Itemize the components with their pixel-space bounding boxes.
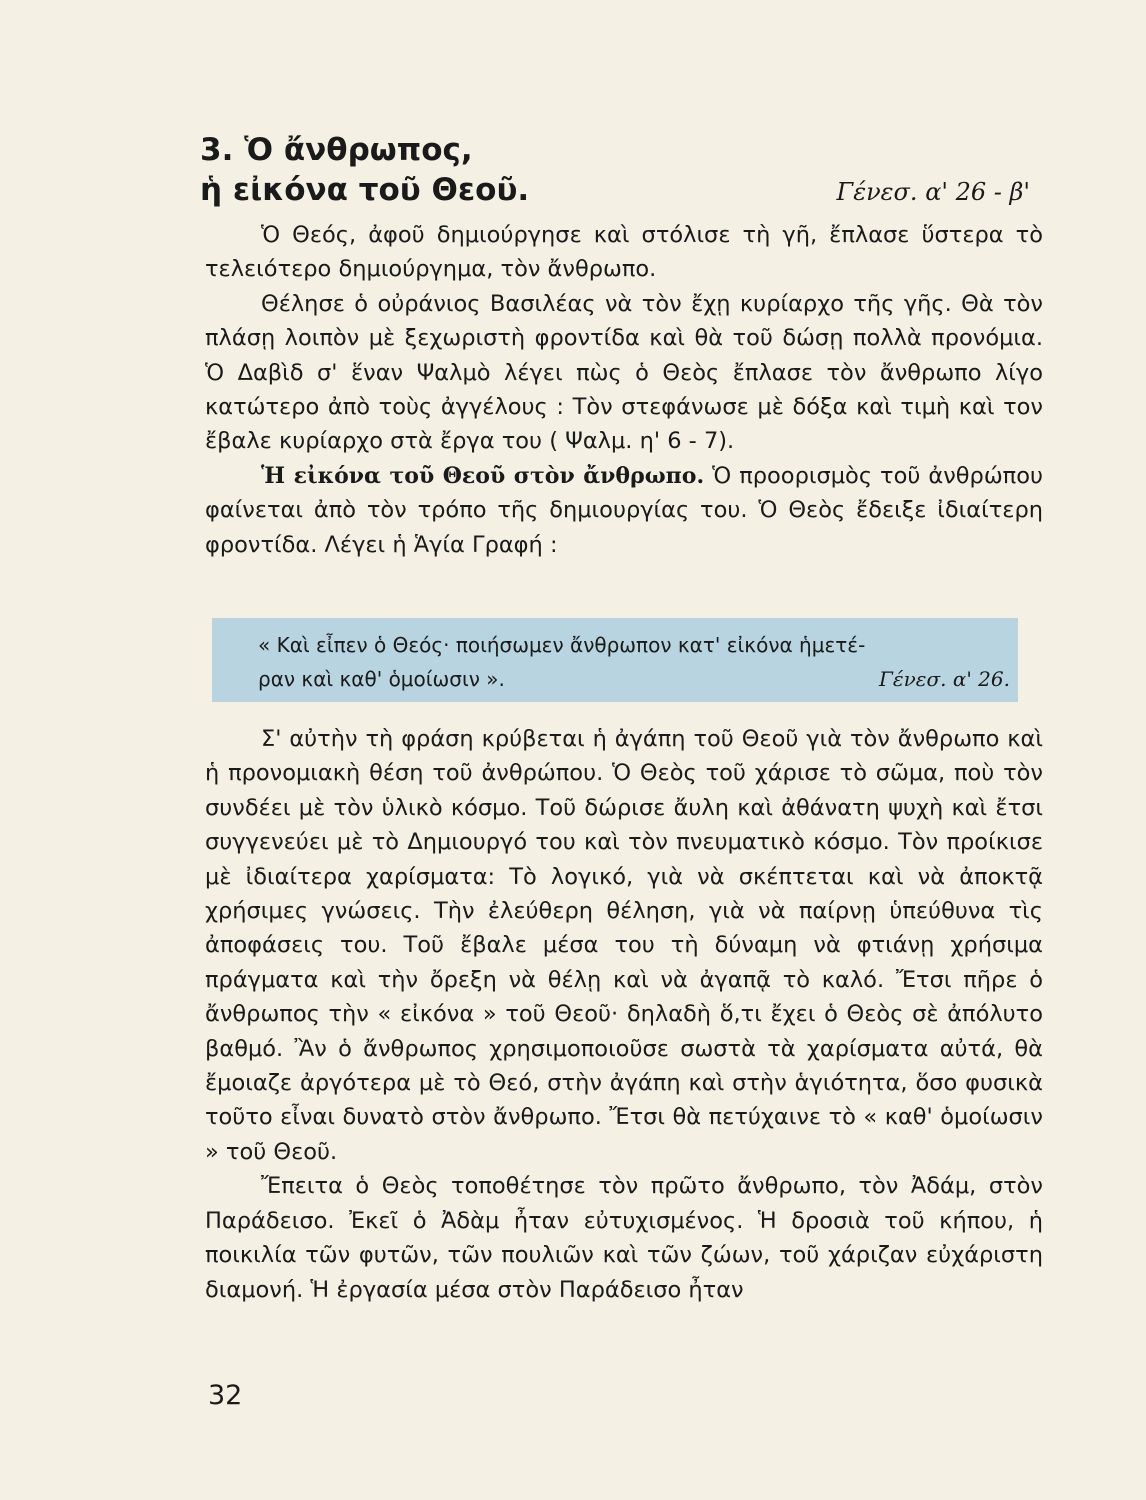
quote-line2: ραν καὶ καθ' ὁμοίωσιν ». [258,667,505,691]
page-number: 32 [208,1380,243,1411]
paragraph: Ὁ Θεός, ἀφοῦ δημιούργησε καὶ στόλισε τὴ γῆ, ἔπλασε ὕστερα τὸ τελειότερο δημιούργημα, τὸν ἄνθρωπο. [205,222,1043,283]
section-title-line1: 3. Ὁ ἄνθρωπος, [200,132,473,168]
subsection-text: Ὁ προορισμὸς τοῦ ἀνθρώπου φαίνεται ἀπὸ τὸν τρόπο τῆς δημιουργίας του. Ὁ Θεὸς ἔδειξε ἰδιαίτερη φροντίδα. Λέγει ἡ Ἁγία Γραφή : [205,462,1043,558]
section-title-row [200,170,1030,212]
section-heading [200,130,1030,212]
quote-reference: Γένεσ. α' 26. [878,667,1010,691]
subsection-paragraph [205,459,1043,562]
section-title-line2: ἡ εἰκόνα τοῦ Θεοῦ. [200,172,530,208]
subsection-title: Ἡ εἰκόνα τοῦ Θεοῦ στὸν ἄνθρωπο. [261,462,705,489]
main-text [205,722,1043,1307]
paragraph: Θέλησε ὁ οὐράνιος Βασιλέας νὰ τὸν ἔχῃ κυρίαρχο τῆς γῆς. Θὰ τὸν πλάσῃ λοιπὸν μὲ ξεχωριστὴ φροντίδα καὶ θὰ τοῦ δώσῃ πολλὰ προνόμια. Ὁ Δαβὶδ σ' ἕναν Ψαλμὸ λέγει πὼς ὁ Θεὸς ἔπλασε τὸν ἄνθρωπο λίγο κατώτερο ἀπὸ τοὺς ἀγγέλους : Τὸν στεφάνωσε μὲ δόξα καὶ τιμὴ καὶ τον ἔβαλε κυρίαρχο στὰ ἔργα του ( Ψαλμ. η' 6 - 7). [205,290,1043,455]
scripture-quote [258,628,1010,696]
quote-line1: « Καὶ εἶπεν ὁ Θεός· ποιήσωμεν ἄνθρωπον κατ' εἰκόνα ἡμετέ- [258,633,866,657]
section-reference: Γένεσ. α' 26 - β' [836,178,1030,206]
intro-text [205,218,1043,562]
paragraph: Ἔπειτα ὁ Θεὸς τοποθέτησε τὸν πρῶτο ἄνθρωπο, τὸν Ἀδάμ, στὸν Παράδεισο. Ἐκεῖ ὁ Ἀδὰμ ἦταν εὐτυχισμένος. Ἡ δροσιὰ τοῦ κήπου, ἡ ποικιλία τῶν φυτῶν, τῶν πουλιῶν καὶ τῶν ζώων, τοῦ χάριζαν εὐχάριστη διαμονή. Ἡ ἐργασία μέσα στὸν Παράδεισο ἦταν [205,1173,1043,1303]
quote-row2 [258,662,1010,696]
paragraph: Σ' αὐτὴν τὴ φράση κρύβεται ἡ ἀγάπη τοῦ Θεοῦ γιὰ τὸν ἄνθρωπο καὶ ἡ προνομιακὴ θέση τοῦ ἀνθρώπου. Ὁ Θεὸς τοῦ χάρισε τὸ σῶμα, ποὺ τὸν συνδέει μὲ τὸν ὑλικὸ κόσμο. Τοῦ δώρισε ἄυλη καὶ ἀθάνατη ψυχὴ καὶ ἔτσι συγγενεύει μὲ τὸ Δημιουργό του καὶ τὸν πνευματικὸ κόσμο. Τὸν προίκισε μὲ ἰδιαίτερα χαρίσματα: Τὸ λογικό, γιὰ νὰ σκέπτεται καὶ νὰ ἀποκτᾷ χρήσιμες γνώσεις. Τὴν ἐλεύθερη θέληση, γιὰ νὰ παίρνῃ ὑπεύθυνα τὶς ἀποφάσεις του. Τοῦ ἔβαλε μέσα του τὴ δύναμη νὰ φτιάνῃ χρήσιμα πράγματα καὶ τὴν ὄρεξη νὰ θέλῃ καὶ νὰ ἀγαπᾷ τὸ καλό. Ἔτσι πῆρε ὁ ἄνθρωπος τὴν « εἰκόνα » τοῦ Θεοῦ· δηλαδὴ ὅ,τι ἔχει ὁ Θεὸς σὲ ἀπόλυτο βαθμό. Ἂν ὁ ἄνθρωπος χρησιμοποιοῦσε σωστὰ τὰ χαρίσματα αὐτά, θὰ ἔμοιαζε ἀργότερα μὲ τὸ Θεό, στὴν ἀγάπη καὶ στὴν ἁγιότητα, ὅσο φυσικὰ τοῦτο εἶναι δυνατὸ στὸν ἄνθρωπο. Ἔτσι θὰ πετύχαινε τὸ « καθ' ὁμοίωσιν » τοῦ Θεοῦ. [205,726,1043,1165]
